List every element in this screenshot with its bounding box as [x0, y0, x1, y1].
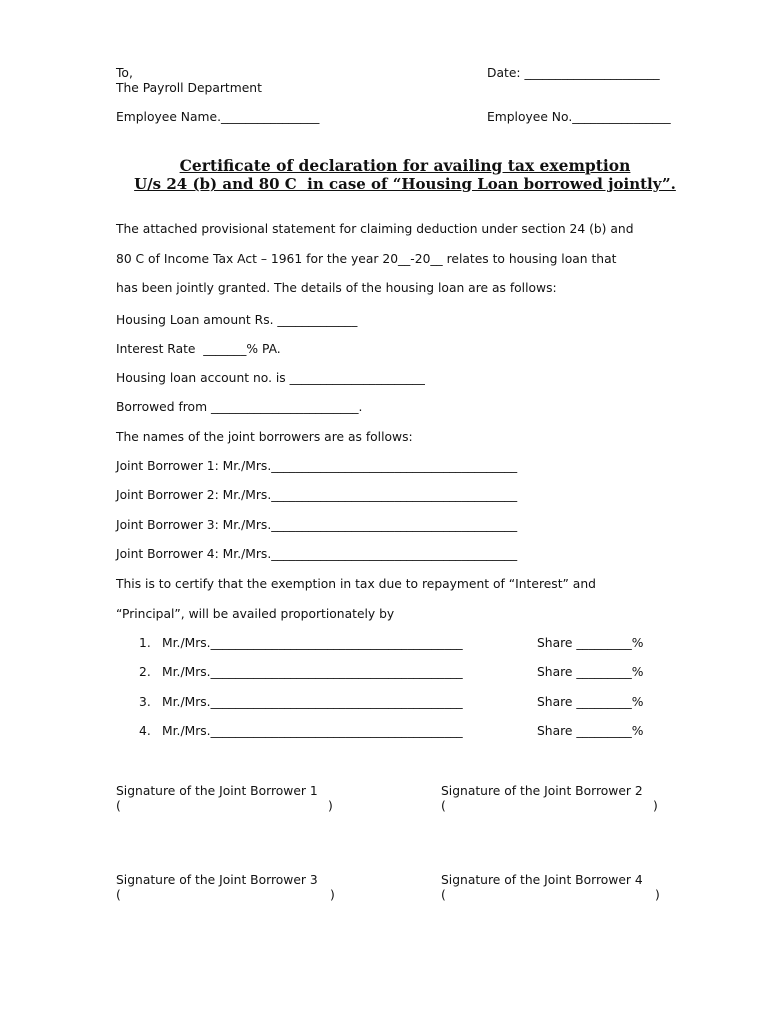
signature-open-paren: ( — [116, 799, 121, 813]
joint-borrowers-intro: The names of the joint borrowers are as follows: — [116, 430, 413, 444]
share-item-name: Mr./Mrs._________________________________________ — [162, 724, 463, 738]
statement-line-1: The attached provisional statement for claiming deduction under section 24 (b) and — [116, 222, 634, 236]
signature-open-paren: ( — [441, 888, 446, 902]
signature-close-paren: ) — [330, 888, 335, 902]
signature-open-paren: ( — [441, 799, 446, 813]
signature-label-3: Signature of the Joint Borrower 3 — [116, 873, 318, 887]
signature-close-paren: ) — [653, 799, 658, 813]
date-field: Date: ______________________ — [487, 66, 660, 80]
share-item-number: 1. — [139, 636, 151, 650]
signature-label-2: Signature of the Joint Borrower 2 — [441, 784, 643, 798]
signature-close-paren: ) — [655, 888, 660, 902]
statement-line-3: has been jointly granted. The details of the housing loan are as follows: — [116, 281, 557, 295]
document-subtitle: U/s 24 (b) and 80 C in case of “Housing Loan borrowed jointly”. — [134, 175, 676, 193]
certify-line-1: This is to certify that the exemption in tax due to repayment of “Interest” and — [116, 577, 596, 591]
recipient-label: The Payroll Department — [116, 81, 262, 95]
signature-close-paren: ) — [328, 799, 333, 813]
joint-borrower-4-field: Joint Borrower 4: Mr./Mrs.________________________________________ — [116, 547, 518, 561]
certify-line-2: “Principal”, will be availed proportionately by — [116, 607, 395, 621]
share-item-name: Mr./Mrs._________________________________________ — [162, 695, 463, 709]
interest-rate-field: Interest Rate _______% PA. — [116, 342, 281, 356]
share-item-percent: Share _________% — [537, 636, 644, 650]
share-item-name: Mr./Mrs._________________________________________ — [162, 665, 463, 679]
joint-borrower-1-field: Joint Borrower 1: Mr./Mrs.________________________________________ — [116, 459, 518, 473]
employee-no-field: Employee No.________________ — [487, 110, 671, 124]
share-item-number: 3. — [139, 695, 151, 709]
joint-borrower-3-field: Joint Borrower 3: Mr./Mrs.________________________________________ — [116, 518, 518, 532]
signature-label-4: Signature of the Joint Borrower 4 — [441, 873, 643, 887]
to-label: To, — [116, 66, 133, 80]
signature-open-paren: ( — [116, 888, 121, 902]
borrowed-from-field: Borrowed from ________________________. — [116, 400, 363, 414]
loan-amount-field: Housing Loan amount Rs. _____________ — [116, 313, 358, 327]
share-item-percent: Share _________% — [537, 695, 644, 709]
employee-name-field: Employee Name.________________ — [116, 110, 320, 124]
share-item-number: 2. — [139, 665, 151, 679]
share-item-percent: Share _________% — [537, 665, 644, 679]
document-title: Certificate of declaration for availing tax exemption — [179, 156, 631, 175]
account-no-field: Housing loan account no. is ______________________ — [116, 371, 425, 385]
joint-borrower-2-field: Joint Borrower 2: Mr./Mrs.________________________________________ — [116, 488, 518, 502]
share-item-name: Mr./Mrs._________________________________________ — [162, 636, 463, 650]
share-item-number: 4. — [139, 724, 151, 738]
statement-line-2: 80 C of Income Tax Act – 1961 for the year 20__-20__ relates to housing loan that — [116, 252, 617, 266]
share-item-percent: Share _________% — [537, 724, 644, 738]
signature-label-1: Signature of the Joint Borrower 1 — [116, 784, 318, 798]
